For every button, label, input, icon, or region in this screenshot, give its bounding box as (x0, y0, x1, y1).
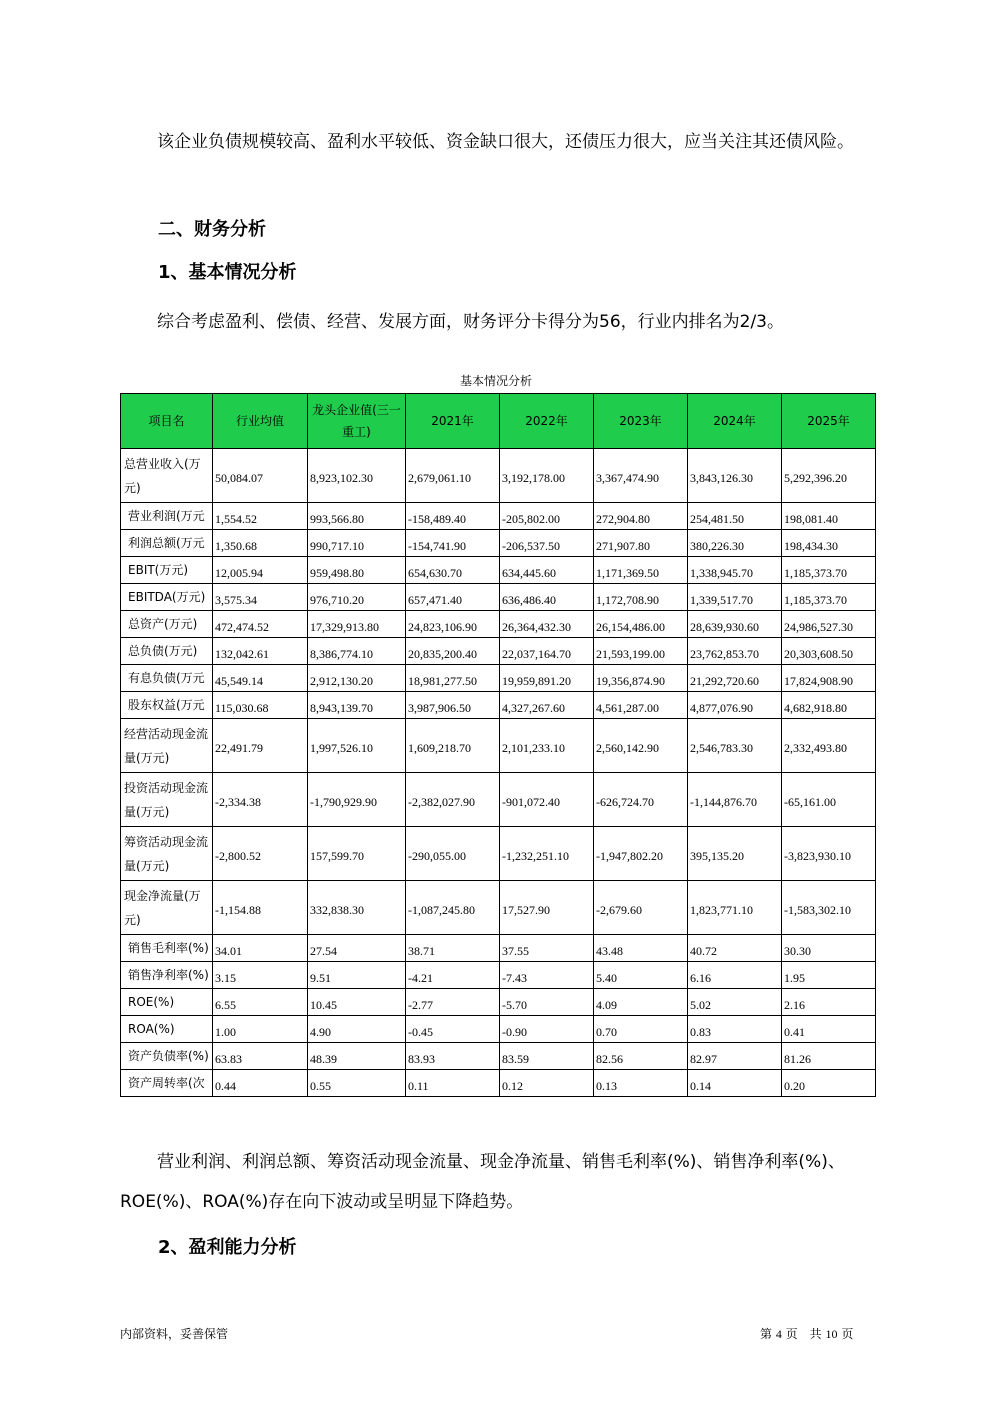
table-cell: 19,959,891.20 (500, 665, 594, 692)
table-cell: 83.93 (406, 1043, 500, 1070)
table-cell: 1,554.52 (213, 503, 308, 530)
row-label: 销售净利率(%) (121, 962, 213, 989)
table-row (121, 584, 876, 611)
table-cell: 4,682,918.80 (782, 692, 876, 719)
table-cell: 3,987,906.50 (406, 692, 500, 719)
column-header: 2023年 (594, 394, 688, 449)
table-cell: -4.21 (406, 962, 500, 989)
column-header: 项目名 (121, 394, 213, 449)
row-label: 有息负债(万元 (121, 665, 213, 692)
table-cell: 20,835,200.40 (406, 638, 500, 665)
table-cell: 198,434.30 (782, 530, 876, 557)
table-cell: 45,549.14 (213, 665, 308, 692)
table-cell: 9.51 (308, 962, 406, 989)
row-label: EBIT(万元) (121, 557, 213, 584)
table-cell: 0.55 (308, 1070, 406, 1097)
row-label: 利润总额(万元 (121, 530, 213, 557)
subsection-title-profitability: 2、盈利能力分析 (158, 1237, 297, 1258)
table-cell: 4.90 (308, 1016, 406, 1043)
table-cell: 3.15 (213, 962, 308, 989)
table-cell: 34.01 (213, 935, 308, 962)
table-cell: 26,154,486.00 (594, 611, 688, 638)
column-header: 2022年 (500, 394, 594, 449)
table-cell: -65,161.00 (782, 773, 876, 827)
table-cell: 0.11 (406, 1070, 500, 1097)
table-cell: 332,838.30 (308, 881, 406, 935)
table-cell: 5,292,396.20 (782, 449, 876, 503)
row-label: 营业利润(万元 (121, 503, 213, 530)
table-row (121, 449, 876, 503)
row-label: 投资活动现金流量(万元) (121, 773, 213, 827)
table-row (121, 962, 876, 989)
table-row (121, 719, 876, 773)
table-cell: -158,489.40 (406, 503, 500, 530)
table-cell: 28,639,930.60 (688, 611, 782, 638)
row-label: 总资产(万元) (121, 611, 213, 638)
table-cell: 43.48 (594, 935, 688, 962)
table-cell: -2,382,027.90 (406, 773, 500, 827)
table-cell: 198,081.40 (782, 503, 876, 530)
financial-table (120, 393, 876, 1097)
table-row (121, 503, 876, 530)
table-cell: 1,997,526.10 (308, 719, 406, 773)
row-label: ROA(%) (121, 1016, 213, 1043)
table-cell: 22,491.79 (213, 719, 308, 773)
table-cell: 4,877,076.90 (688, 692, 782, 719)
table-cell: -0.90 (500, 1016, 594, 1043)
table-header-row (121, 394, 876, 449)
table-cell: -0.45 (406, 1016, 500, 1043)
page-prefix: 第 (760, 1327, 773, 1341)
table-cell: 38.71 (406, 935, 500, 962)
table-cell: 4.09 (594, 989, 688, 1016)
table-cell: 0.41 (782, 1016, 876, 1043)
row-label: 总负债(万元) (121, 638, 213, 665)
row-label: ROE(%) (121, 989, 213, 1016)
table-cell: 1,609,218.70 (406, 719, 500, 773)
table-cell: -2.77 (406, 989, 500, 1016)
table-cell: 19,356,874.90 (594, 665, 688, 692)
table-cell: 993,566.80 (308, 503, 406, 530)
table-cell: 132,042.61 (213, 638, 308, 665)
table-cell: 1,339,517.70 (688, 584, 782, 611)
table-cell: 654,630.70 (406, 557, 500, 584)
section-title: 二、财务分析 (158, 219, 266, 240)
row-label: 资产负债率(%) (121, 1043, 213, 1070)
table-cell: -290,055.00 (406, 827, 500, 881)
table-cell: 24,823,106.90 (406, 611, 500, 638)
page-mid: 页 共 (785, 1327, 822, 1341)
table-cell: 1,350.68 (213, 530, 308, 557)
table-cell: 83.59 (500, 1043, 594, 1070)
table-cell: 22,037,164.70 (500, 638, 594, 665)
table-cell: 27.54 (308, 935, 406, 962)
page-suffix: 页 (841, 1327, 854, 1341)
footer-note: 内部资料，妥善保管 (120, 1327, 229, 1341)
table-cell: 2,101,233.10 (500, 719, 594, 773)
table-row (121, 827, 876, 881)
table-cell: 4,327,267.60 (500, 692, 594, 719)
table-cell: 395,135.20 (688, 827, 782, 881)
table-row (121, 1016, 876, 1043)
row-label: 经营活动现金流量(万元) (121, 719, 213, 773)
trend-paragraph: 营业利润、利润总额、筹资活动现金流量、现金净流量、销售毛利率(%)、销售净利率(%)、ROE(%)、ROA(%)存在向下波动或呈明显下降趋势。 (120, 1152, 845, 1212)
table-cell: 3,843,126.30 (688, 449, 782, 503)
table-cell: 8,386,774.10 (308, 638, 406, 665)
table-row (121, 1070, 876, 1097)
row-label: 现金净流量(万元) (121, 881, 213, 935)
column-header: 2021年 (406, 394, 500, 449)
table-cell: 63.83 (213, 1043, 308, 1070)
table-cell: 2.16 (782, 989, 876, 1016)
table-cell: 10.45 (308, 989, 406, 1016)
table-cell: 81.26 (782, 1043, 876, 1070)
table-cell: 3,192,178.00 (500, 449, 594, 503)
table-cell: 0.44 (213, 1070, 308, 1097)
row-label: 资产周转率(次 (121, 1070, 213, 1097)
table-cell: 24,986,527.30 (782, 611, 876, 638)
column-header: 2024年 (688, 394, 782, 449)
table-cell: 17,824,908.90 (782, 665, 876, 692)
table-cell: -2,800.52 (213, 827, 308, 881)
table-cell: 20,303,608.50 (782, 638, 876, 665)
column-header: 行业均值 (213, 394, 308, 449)
table-cell: -1,947,802.20 (594, 827, 688, 881)
table-cell: 2,560,142.90 (594, 719, 688, 773)
row-label: 筹资活动现金流量(万元) (121, 827, 213, 881)
table-cell: 50,084.07 (213, 449, 308, 503)
page-total: 10 (825, 1327, 838, 1341)
table-cell: 5.02 (688, 989, 782, 1016)
table-cell: 37.55 (500, 935, 594, 962)
table-cell: 18,981,277.50 (406, 665, 500, 692)
table-cell: 115,030.68 (213, 692, 308, 719)
table-cell: 3,367,474.90 (594, 449, 688, 503)
table-cell: 634,445.60 (500, 557, 594, 584)
table-row (121, 881, 876, 935)
column-header: 龙头企业值(三一重工) (308, 394, 406, 449)
table-row (121, 1043, 876, 1070)
table-cell: 30.30 (782, 935, 876, 962)
table-cell: 636,486.40 (500, 584, 594, 611)
table-cell: -154,741.90 (406, 530, 500, 557)
table-cell: 1,172,708.90 (594, 584, 688, 611)
table-caption: 基本情况分析 (459, 374, 532, 388)
row-label: 销售毛利率(%) (121, 935, 213, 962)
intro-paragraph: 该企业负债规模较高、盈利水平较低、资金缺口很大，还债压力很大，应当关注其还债风险。 (157, 132, 854, 152)
page-number: 4 (775, 1327, 782, 1341)
table-cell: 2,912,130.20 (308, 665, 406, 692)
table-cell: -1,232,251.10 (500, 827, 594, 881)
table-cell: 2,546,783.30 (688, 719, 782, 773)
table-cell: 82.56 (594, 1043, 688, 1070)
table-cell: -626,724.70 (594, 773, 688, 827)
table-cell: -5.70 (500, 989, 594, 1016)
table-cell: 1,185,373.70 (782, 557, 876, 584)
table-cell: 12,005.94 (213, 557, 308, 584)
table-cell: 6.16 (688, 962, 782, 989)
table-cell: 657,471.40 (406, 584, 500, 611)
table-row (121, 611, 876, 638)
table-cell: 254,481.50 (688, 503, 782, 530)
table-cell: 1.95 (782, 962, 876, 989)
table-cell: -1,583,302.10 (782, 881, 876, 935)
table-cell: 1.00 (213, 1016, 308, 1043)
table-cell: 48.39 (308, 1043, 406, 1070)
table-body (121, 449, 876, 1097)
table-cell: -206,537.50 (500, 530, 594, 557)
table-cell: 21,292,720.60 (688, 665, 782, 692)
table-cell: -7.43 (500, 962, 594, 989)
table-cell: 1,185,373.70 (782, 584, 876, 611)
table-cell: 0.12 (500, 1070, 594, 1097)
table-cell: 271,907.80 (594, 530, 688, 557)
row-label: 股东权益(万元 (121, 692, 213, 719)
row-label: EBITDA(万元) (121, 584, 213, 611)
table-cell: 1,823,771.10 (688, 881, 782, 935)
table-cell: -1,154.88 (213, 881, 308, 935)
table-cell: 26,364,432.30 (500, 611, 594, 638)
table-cell: 1,338,945.70 (688, 557, 782, 584)
table-cell: 23,762,853.70 (688, 638, 782, 665)
summary-paragraph: 综合考虑盈利、偿债、经营、发展方面，财务评分卡得分为56，行业内排名为2/3。 (157, 312, 784, 332)
table-cell: -3,823,930.10 (782, 827, 876, 881)
page-counter (760, 1325, 853, 1342)
table-cell: -901,072.40 (500, 773, 594, 827)
table-cell: 2,679,061.10 (406, 449, 500, 503)
table-cell: 272,904.80 (594, 503, 688, 530)
subsection-title-basic: 1、基本情况分析 (158, 262, 297, 283)
table-cell: 380,226.30 (688, 530, 782, 557)
table-cell: -1,790,929.90 (308, 773, 406, 827)
table-cell: 0.83 (688, 1016, 782, 1043)
column-header: 2025年 (782, 394, 876, 449)
table-cell: -1,087,245.80 (406, 881, 500, 935)
table-cell: 82.97 (688, 1043, 782, 1070)
table-row (121, 557, 876, 584)
table-cell: 8,923,102.30 (308, 449, 406, 503)
table-row (121, 692, 876, 719)
table-row (121, 638, 876, 665)
table-cell: 17,329,913.80 (308, 611, 406, 638)
table-row (121, 530, 876, 557)
table-cell: 6.55 (213, 989, 308, 1016)
table-cell: 976,710.20 (308, 584, 406, 611)
table-cell: 1,171,369.50 (594, 557, 688, 584)
table-cell: 5.40 (594, 962, 688, 989)
table-cell: 0.13 (594, 1070, 688, 1097)
table-cell: 4,561,287.00 (594, 692, 688, 719)
table-cell: 157,599.70 (308, 827, 406, 881)
table-row (121, 773, 876, 827)
table-cell: 3,575.34 (213, 584, 308, 611)
table-cell: -2,679.60 (594, 881, 688, 935)
table-cell: 21,593,199.00 (594, 638, 688, 665)
table-row (121, 989, 876, 1016)
table-cell: 8,943,139.70 (308, 692, 406, 719)
table-row (121, 665, 876, 692)
table-cell: -2,334.38 (213, 773, 308, 827)
table-cell: 959,498.80 (308, 557, 406, 584)
table-cell: 17,527.90 (500, 881, 594, 935)
table-cell: -205,802.00 (500, 503, 594, 530)
table-cell: 40.72 (688, 935, 782, 962)
row-label: 总营业收入(万元) (121, 449, 213, 503)
table-cell: -1,144,876.70 (688, 773, 782, 827)
table-cell: 2,332,493.80 (782, 719, 876, 773)
table-cell: 472,474.52 (213, 611, 308, 638)
table-cell: 0.14 (688, 1070, 782, 1097)
table-cell: 0.20 (782, 1070, 876, 1097)
table-row (121, 935, 876, 962)
table-cell: 990,717.10 (308, 530, 406, 557)
table-cell: 0.70 (594, 1016, 688, 1043)
